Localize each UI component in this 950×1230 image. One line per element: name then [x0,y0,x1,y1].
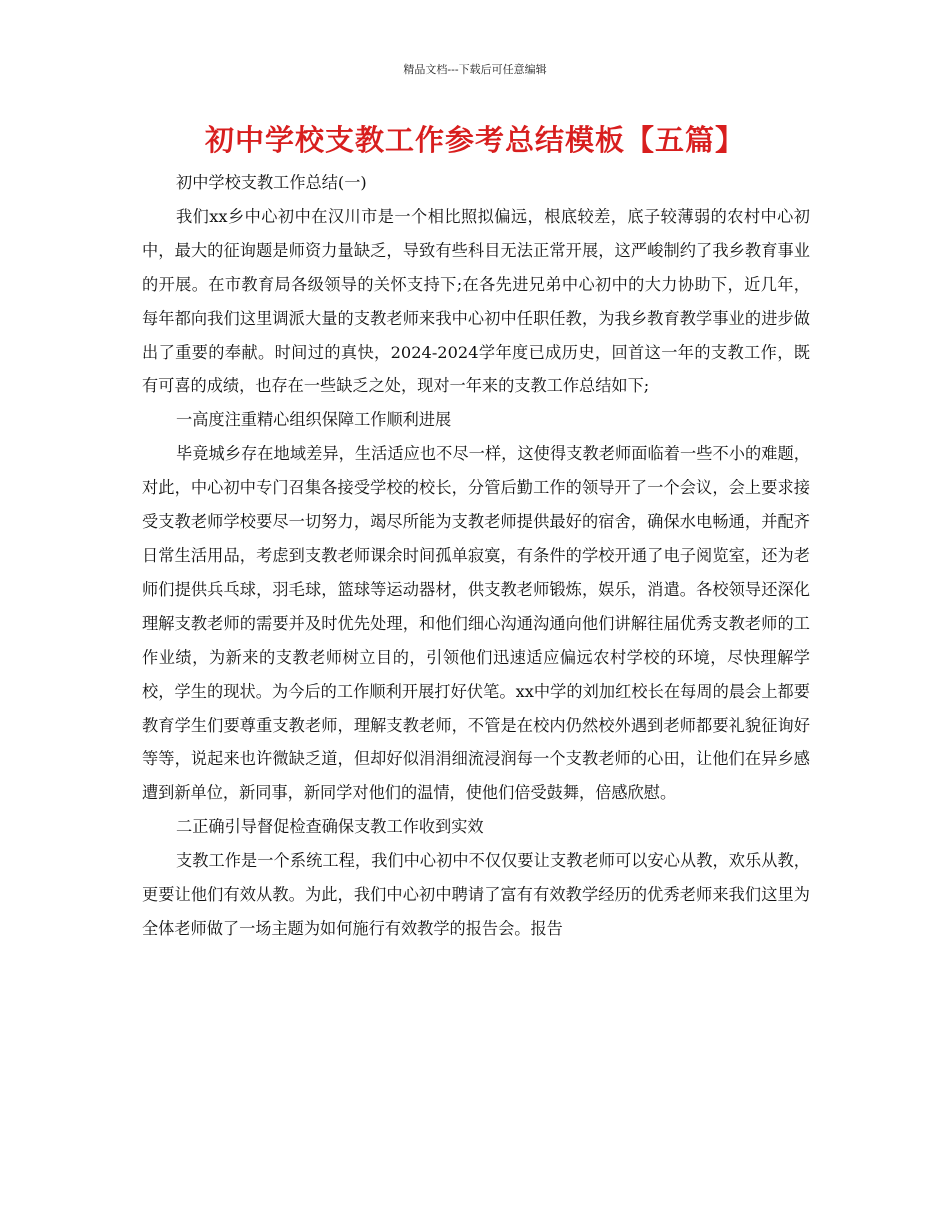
paragraph: 毕竟城乡存在地域差异，生活适应也不尽一样，这使得支教老师面临着一些不小的难题，对此，中心初中专门召集各接受学校的校长，分管后勤工作的领导开了一个会议，会上要求接受支教老师学校要尽一切努力，竭尽所能为支教老师提供最好的宿舍，确保水电畅通，并配齐日常生活用品，考虑到支教老师课余时间孤单寂寞，有条件的学校开通了电子阅览室，还为老师们提供兵乓球，羽毛球，篮球等运动器材，供支教老师锻炼，娱乐，消遣。各校领导还深化理解支教老师的需要并及时优先处理，和他们细心沟通沟通向他们讲解往届优秀支教老师的工作业绩，为新来的支教老师树立目的，引领他们迅速适应偏远农村学校的环境，尽快理解学校，学生的现状。为今后的工作顺利开展打好伏笔。xx中学的刘加红校长在每周的晨会上都要教育学生们要尊重支教老师，理解支教老师，不管是在校内仍然校外遇到老师都要礼貌征询好等等，说起来也许微缺乏道，但却好似涓涓细流浸润每一个支教老师的心田，让他们在异乡感遭到新单位，新同事，新同学对他们的温情，使他们倍受鼓舞，倍感欣慰。 [142,444,810,803]
section-heading: 初中学校支教工作总结(一) [176,173,367,192]
paragraph: 支教工作是一个系统工程，我们中心初中不仅仅要让支教老师可以安心从教，欢乐从教，更要让他们有效从教。为此，我们中心初中聘请了富有有效教学经历的优秀老师来我们这里为全体老师做了一场主题为如何施行有效教学的报告会。报告 [142,851,810,938]
section-heading: 一高度注重精心组织保障工作顺利进展 [176,410,452,430]
document-title: 初中学校支教工作参考总结模板【五篇】 [204,123,745,157]
paragraph: 我们xx乡中心初中在汉川市是一个相比照拟偏远，根底较差，底子较薄弱的农村中心初中，最大的征询题是师资力量缺乏，导致有些科目无法正常开展，这严峻制约了我乡教育事业的开展。在市教育局各级领导的关怀支持下;在各先进兄弟中心初中的大力协助下，近几年，每年都向我们这里调派大量的支教老师来我中心初中任职任教，为我乡教育教学事业的进步做出了重要的奉献。时间过的真快，2024-2024学年度已成历史，回首这一年的支教工作，既有可喜的成绩，也存在一些缺乏之处，现对一年来的支教工作总结如下; [142,206,810,396]
section-heading: 二正确引导督促检查确保支教工作收到实效 [176,817,484,837]
page-header-note: 精品文档---下载后可任意编辑 [403,63,547,76]
document-body [142,166,810,946]
